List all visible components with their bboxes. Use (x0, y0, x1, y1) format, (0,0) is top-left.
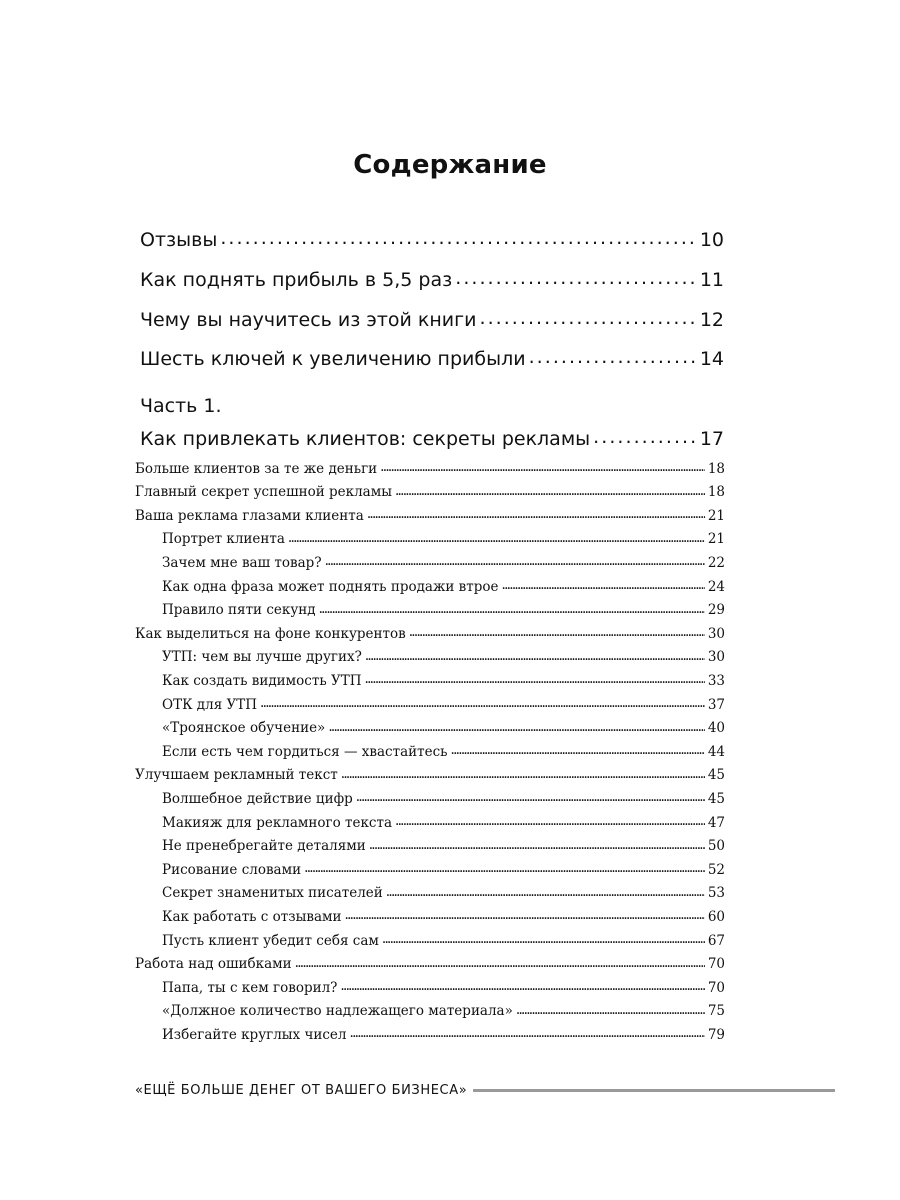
dot-leader (380, 459, 705, 473)
toc-entry-page: 45 (707, 790, 725, 807)
toc-major-entry (140, 307, 724, 331)
page-title: Содержание (353, 150, 547, 180)
dot-leader (369, 837, 705, 851)
dot-leader (304, 860, 705, 874)
toc-entry-page: 30 (707, 625, 725, 642)
dot-leader (365, 648, 705, 662)
dot-leader (502, 577, 705, 591)
dot-leader (382, 931, 705, 945)
toc-subsection-entry (162, 884, 725, 902)
dot-leader (356, 789, 705, 803)
toc-entry-label: Секрет знаменитых писателей (162, 885, 383, 902)
dot-leader (328, 719, 705, 733)
toc-entry-label: Как создать видимость УТП (162, 672, 362, 689)
toc-entry-page: 50 (707, 838, 725, 855)
toc-section-entry (135, 506, 725, 524)
toc-entry-label: Пусть клиент убедит себя сам (162, 932, 379, 949)
toc-entry-page: 70 (707, 956, 725, 973)
toc-entry-label: «Должное количество надлежащего материала» (162, 1003, 513, 1020)
toc-subsection-entry (162, 695, 725, 713)
toc-entry-label: Как поднять прибыль в 5,5 раз (140, 269, 453, 291)
toc-entry-label: Как выделиться на фоне конкурентов (135, 625, 406, 642)
toc-entry-label: УТП: чем вы лучше других? (162, 649, 362, 666)
toc-entry-page: 14 (699, 348, 724, 370)
dot-leader (288, 530, 705, 544)
toc-major-entry (140, 267, 724, 291)
toc-entry-page: 40 (707, 720, 725, 737)
footer-rule (473, 1089, 835, 1092)
toc-entry-page: 22 (707, 554, 725, 571)
toc-subsection-entry (162, 978, 725, 996)
toc-subsection-entry (162, 601, 725, 619)
toc-subsection-entry (162, 671, 725, 689)
toc-subsection-entry (162, 577, 725, 595)
toc-entry-page: 12 (699, 309, 724, 331)
toc-entry-label: Шесть ключей к увеличению прибыли (140, 348, 526, 370)
dot-leader (260, 695, 705, 709)
toc-part-title-entry (140, 426, 724, 450)
toc-section-entry (135, 624, 725, 642)
toc-entry-label: «Троянское обучение» (162, 720, 326, 737)
toc-subsection-entry (162, 553, 725, 571)
toc-entry-label: Правило пяти секунд (162, 602, 316, 619)
dot-leader (395, 483, 705, 497)
toc-entry-page: 60 (707, 908, 725, 925)
toc-entry-page: 21 (707, 507, 725, 524)
dot-leader (455, 267, 697, 286)
toc-subsection-entry (162, 530, 725, 548)
toc-entry-page: 67 (707, 932, 725, 949)
toc-major-entry (140, 346, 724, 370)
toc-entry-page: 24 (707, 578, 725, 595)
toc-entry-label: Главный секрет успешной рекламы (135, 484, 392, 501)
toc-entry-page: 45 (707, 767, 725, 784)
toc-entry-label: Как работать с отзывами (162, 908, 342, 925)
book-title-footer: «ЕЩЁ БОЛЬШЕ ДЕНЕГ ОТ ВАШЕГО БИЗНЕСА» (135, 1083, 468, 1098)
toc-entry-label: Портрет клиента (162, 531, 285, 548)
toc-entry-label: Зачем мне ваш товар? (162, 554, 322, 571)
toc-subsection-entry (162, 1025, 725, 1043)
toc-entry-page: 11 (699, 269, 724, 291)
toc-entry-label: Работа над ошибками (135, 956, 292, 973)
dot-leader (220, 227, 696, 246)
toc-section-entry (135, 459, 725, 477)
toc-entry-page: 17 (699, 428, 724, 450)
toc-entry-page: 75 (707, 1003, 725, 1020)
dot-leader (325, 553, 705, 567)
toc-entry-page: 18 (707, 484, 725, 501)
toc-entry-page: 79 (707, 1026, 725, 1043)
toc-entry-page: 44 (707, 743, 725, 760)
toc-section-entry (135, 955, 725, 973)
dot-leader (593, 426, 697, 445)
toc-entry-page: 18 (707, 460, 725, 477)
toc-subsection-entry (162, 813, 725, 831)
toc-subsection-entry (162, 789, 725, 807)
toc-subsection-entry (162, 1002, 725, 1020)
toc-subsection-entry (162, 907, 725, 925)
toc-entry-label: Отзывы (140, 229, 218, 251)
dot-leader (340, 978, 704, 992)
dot-leader (479, 307, 696, 326)
toc-entry-page: 21 (707, 531, 725, 548)
toc-entry-label: Избегайте круглых чисел (162, 1026, 347, 1043)
dot-leader (319, 601, 705, 615)
toc-entry-page: 37 (707, 696, 725, 713)
running-footer (135, 1083, 835, 1098)
toc-entry-label: Чему вы научитесь из этой книги (140, 309, 477, 331)
toc-entry-page: 30 (707, 649, 725, 666)
toc-major-entry (140, 227, 724, 251)
dot-leader (529, 346, 697, 365)
dot-leader (341, 766, 705, 780)
dot-leader (516, 1002, 705, 1016)
toc-entry-label: Папа, ты с кем говорил? (162, 979, 338, 996)
toc-entry-label: Волшебное действие цифр (162, 790, 353, 807)
toc-entry-label: Макияж для рекламного текста (162, 814, 393, 831)
dot-leader (345, 907, 705, 921)
toc-entry-label: Как одна фраза может поднять продажи втрое (162, 578, 499, 595)
toc-entry-label: Если есть чем гордиться — хвастайтесь (162, 743, 448, 760)
toc-subsection-entry (162, 742, 725, 760)
toc-entry-label: Не пренебрегайте деталями (162, 838, 366, 855)
dot-leader (295, 955, 705, 969)
toc-section-entry (135, 483, 725, 501)
toc-subsection-entry (162, 719, 725, 737)
toc-subsection-entry (162, 648, 725, 666)
toc-section-entry (135, 766, 725, 784)
toc-subsection-entry (162, 860, 725, 878)
toc-entry-page: 29 (707, 602, 725, 619)
dot-leader (450, 742, 704, 756)
dot-leader (395, 813, 705, 827)
toc-entry-label: Больше клиентов за те же деньги (135, 460, 378, 477)
dot-leader (409, 624, 705, 638)
dot-leader (365, 671, 705, 685)
toc-entry-label: ОТК для УТП (162, 696, 258, 713)
toc-entry-page: 70 (707, 979, 725, 996)
dot-leader (367, 506, 705, 520)
toc-entry-page: 53 (707, 885, 725, 902)
toc-entry-label: Улучшаем рекламный текст (135, 767, 338, 784)
part-title: Как привлекать клиентов: секреты рекламы (140, 428, 591, 450)
dot-leader (386, 884, 705, 898)
toc-entry-page: 47 (707, 814, 725, 831)
toc-entry-page: 33 (707, 672, 725, 689)
dot-leader (350, 1025, 705, 1039)
toc-entry-label: Рисование словами (162, 861, 302, 878)
toc-subsection-entry (162, 931, 725, 949)
toc-entry-page: 52 (707, 861, 725, 878)
toc-entry-label: Ваша реклама глазами клиента (135, 507, 364, 524)
toc-subsection-entry (162, 837, 725, 855)
part-number-label: Часть 1. (140, 395, 222, 417)
toc-entry-page: 10 (699, 229, 724, 251)
